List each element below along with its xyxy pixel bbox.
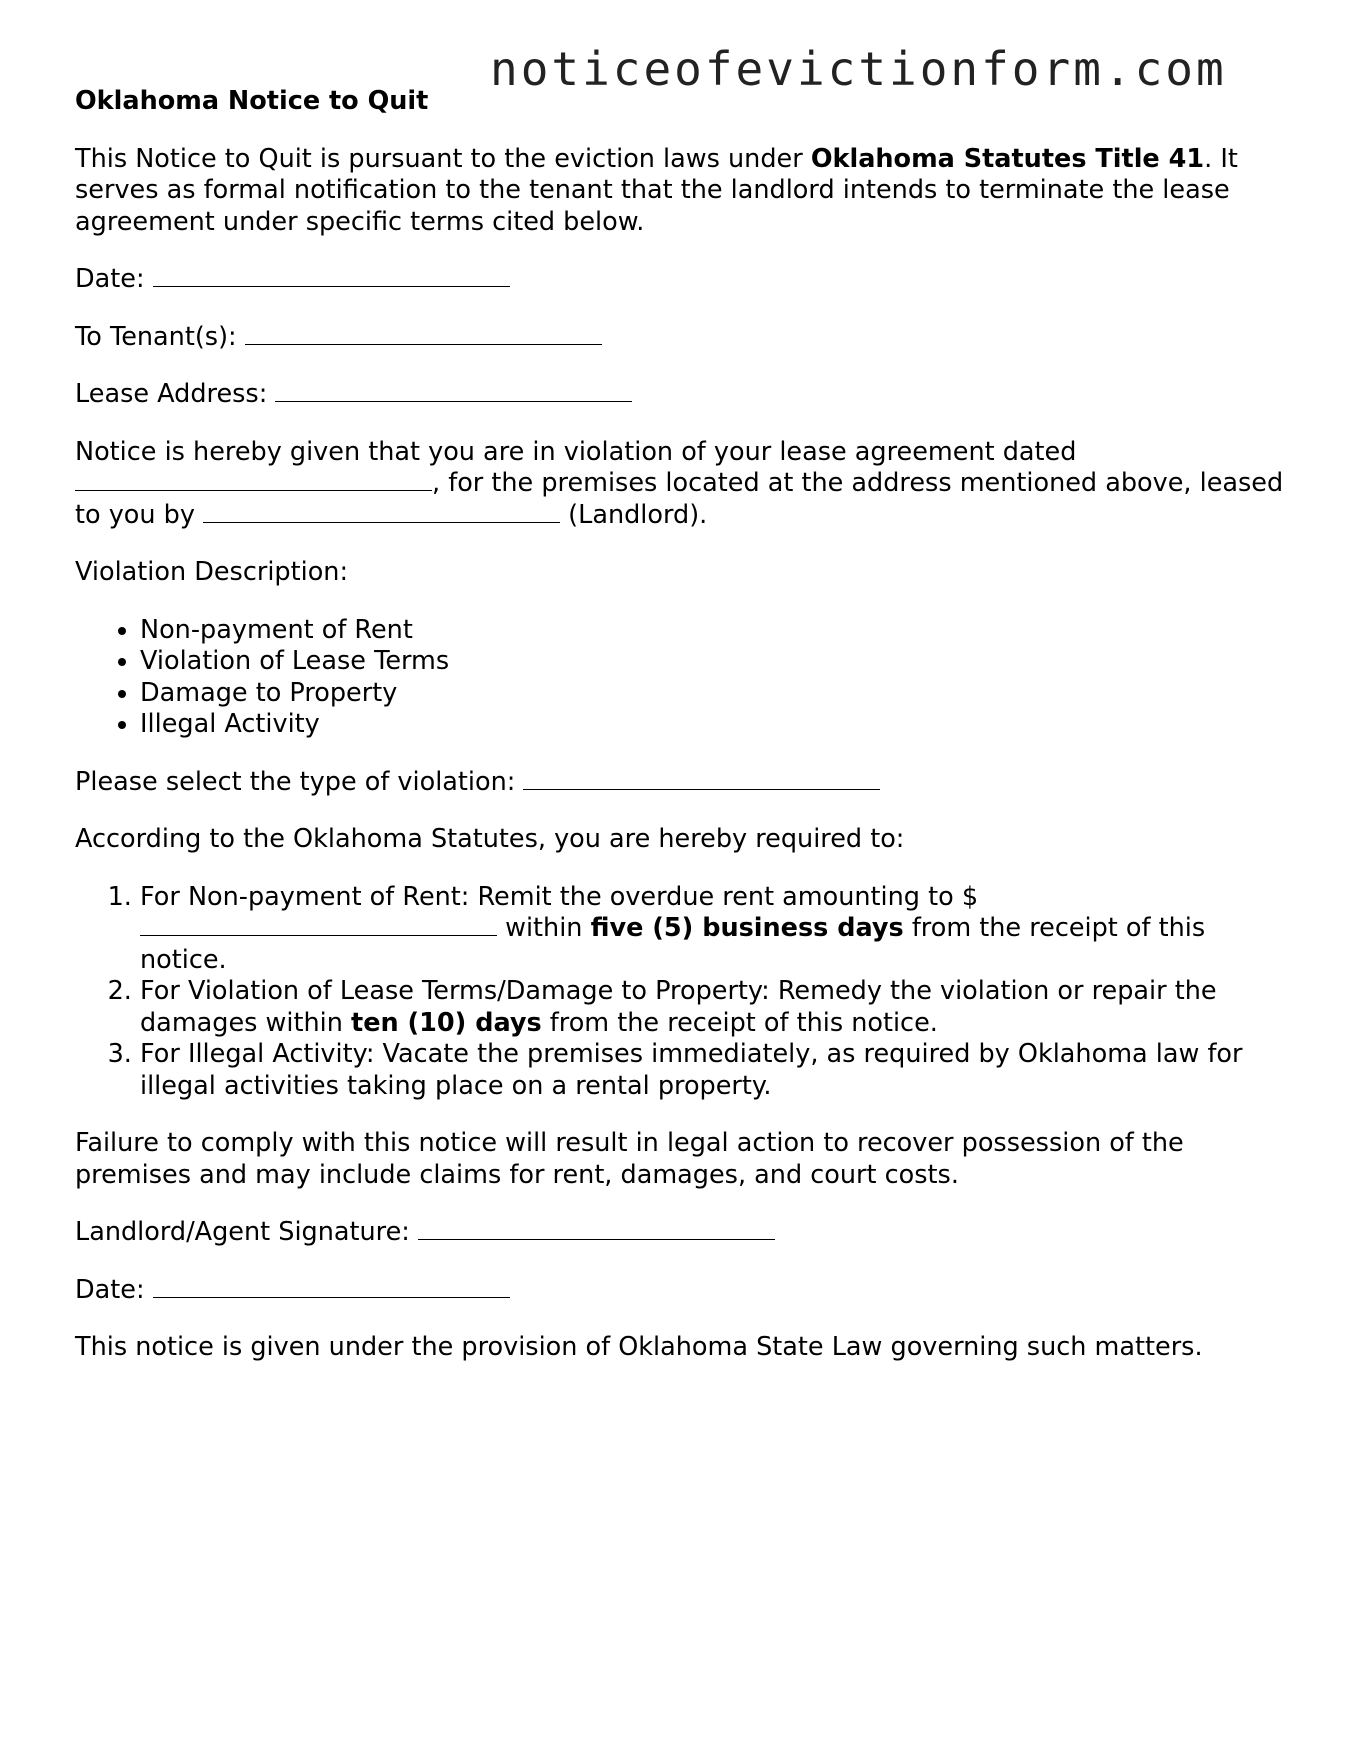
requirement-rent-text: For Non-payment of Rent: Remit the overdue rent amounting to	[140, 881, 954, 912]
landlord-name-blank[interactable]	[203, 500, 560, 523]
signature-blank[interactable]	[418, 1217, 775, 1240]
required-intro: According to the Oklahoma Statutes, you are hereby required to:	[75, 824, 905, 854]
closing-paragraph: This notice is given under the provision of Oklahoma State Law governing such matters.	[75, 1332, 1203, 1362]
signature-date-row	[75, 1275, 1295, 1307]
signature-date-blank[interactable]	[153, 1275, 510, 1298]
statute-reference: Oklahoma Statutes Title 41	[810, 143, 1205, 174]
requirement-item-illegal: 3. For Illegal Activity: Vacate the premises immediately, as required by Oklahoma law for illegal activities taking place on a rental property.	[140, 1039, 1295, 1102]
requirement-item-lease-terms	[140, 976, 1295, 1039]
intro-after: . It serves as formal notification to the tenant that the landlord intends to terminate the lease agreement under specific terms cited below.	[75, 143, 1238, 237]
signature-label: Landlord/Agent Signature:	[75, 1217, 410, 1247]
document-title: Oklahoma Notice to Quit	[75, 86, 429, 116]
watermark-text: noticeofevictionform.com	[490, 42, 1227, 96]
requirement-rent-tail: from the receipt of this notice.	[140, 913, 1206, 975]
violation-description-label: Violation Description:	[75, 557, 349, 587]
dollar-sign: $	[961, 881, 979, 912]
violation-type-item: • Damage to Property	[140, 678, 1295, 710]
address-label: Lease Address:	[75, 379, 268, 409]
rent-amount-blank[interactable]	[140, 913, 497, 936]
requirement-lease-tail: from the receipt of this notice.	[549, 1007, 938, 1038]
tenant-blank[interactable]	[245, 322, 602, 345]
requirement-item-rent	[140, 882, 1295, 977]
tenant-field-row	[75, 322, 1295, 354]
lease-date-blank[interactable]	[75, 468, 432, 491]
requirement-rent-within: within	[505, 913, 583, 943]
failure-paragraph: Failure to comply with this notice will result in legal action to recover possession of the premises and may include claims for rent, damages, and court costs.	[75, 1128, 1184, 1190]
violation-notice-paragraph	[75, 437, 1295, 532]
signature-date-label: Date:	[75, 1274, 145, 1305]
tenant-label: To Tenant(s):	[75, 321, 237, 352]
violation-notice-part1: Notice is hereby given that you are in violation of your lease agreement dated	[75, 436, 1077, 467]
violation-type-list	[75, 615, 1295, 741]
date-field-row	[75, 264, 1295, 296]
date-label: Date:	[75, 264, 145, 294]
select-violation-label: Please select the type of violation:	[75, 766, 516, 797]
violation-type-item: • Illegal Activity	[140, 709, 1295, 741]
select-violation-row	[75, 767, 1295, 799]
date-blank[interactable]	[153, 264, 510, 287]
intro-paragraph	[75, 144, 1295, 239]
violation-type-item: • Violation of Lease Terms	[140, 646, 1295, 678]
lease-deadline: ten (10) days	[351, 1007, 542, 1038]
violation-notice-part2: , for the premises located at the address mentioned above, leased to you by	[75, 468, 1284, 530]
violation-type-blank[interactable]	[523, 767, 880, 790]
violation-type-item: • Non-payment of Rent	[140, 615, 1295, 647]
address-field-row	[75, 379, 1295, 411]
violation-notice-part3: (Landlord).	[568, 499, 708, 530]
intro-before: This Notice to Quit is pursuant to the eviction laws under	[75, 143, 811, 174]
requirement-list	[75, 882, 1295, 1103]
requirement-lease-text: For Violation of Lease Terms/Damage to Property: Remedy the violation or repair the damages within	[140, 976, 1217, 1038]
rent-deadline: five (5) business days	[590, 913, 904, 943]
signature-row	[75, 1217, 1295, 1249]
notice-document	[75, 86, 1295, 1390]
address-blank[interactable]	[275, 379, 632, 402]
